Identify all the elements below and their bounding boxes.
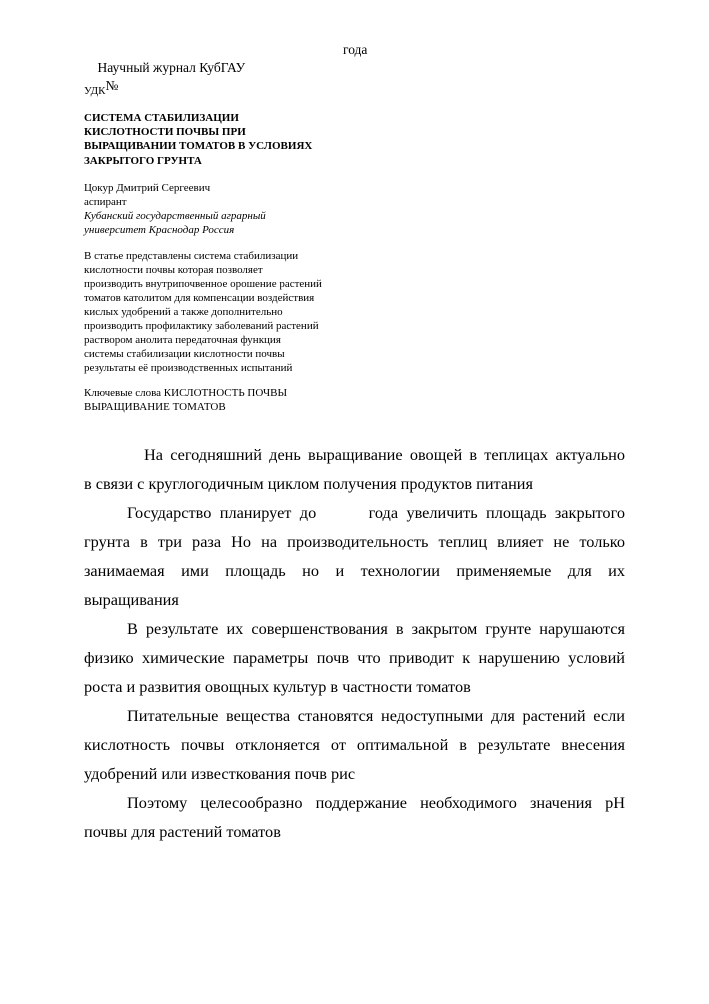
author-affiliation-line: Кубанский государственный аграрный — [84, 210, 266, 222]
body-line-part: года увеличить площадь закрытого — [368, 503, 625, 522]
udk-label: УДК — [84, 85, 106, 97]
author-block — [84, 181, 266, 237]
body-line: выращивания — [84, 590, 179, 609]
keywords-line: Ключевые слова КИСЛОТНОСТЬ ПОЧВЫ — [84, 387, 288, 399]
title-line: СИСТЕМА СТАБИЛИЗАЦИИ — [84, 112, 239, 124]
body-line-part: Государство планирует до — [127, 503, 317, 522]
abstract-line: В статье представлены система стабилизации — [84, 250, 299, 262]
body-paragraph — [84, 614, 625, 701]
body-line: физико химические параметры почв что приводит к нарушению условий — [84, 648, 625, 667]
abstract-line: результаты её производственных испытаний — [84, 362, 293, 374]
body-line: На сегодняшний день выращивание овощей в теплицах актуально — [144, 445, 625, 464]
author-name: Цокур Дмитрий Сергеевич — [84, 182, 211, 194]
abstract — [84, 249, 322, 375]
body-paragraph — [84, 498, 625, 614]
journal-name: Научный журнал КубГАУ — [97, 60, 246, 75]
body-paragraph — [84, 701, 625, 788]
abstract-line: производить профилактику заболеваний растений — [84, 320, 319, 332]
abstract-line: системы стабилизации кислотности почвы — [84, 348, 285, 360]
body-line: Поэтому целесообразно поддержание необходимого значения pH — [127, 793, 625, 812]
title-line: КИСЛОТНОСТИ ПОЧВЫ ПРИ — [84, 126, 246, 139]
body-line: почвы для растений томатов — [84, 822, 281, 841]
body-line: В результате их совершенствования в закрытом грунте нарушаются — [127, 619, 625, 638]
body-line: кислотность почвы отклоняется от оптимальной в результате внесения — [84, 735, 625, 754]
body-line: в связи с круглогодичным циклом получения продуктов питания — [84, 474, 533, 493]
body-line — [84, 498, 625, 527]
author-position: аспирант — [84, 196, 127, 208]
title-line: ЗАКРЫТОГО ГРУНТА — [84, 154, 202, 167]
title-line: ВЫРАЩИВАНИИ ТОМАТОВ В УСЛОВИЯХ — [84, 140, 313, 153]
body-paragraph — [84, 788, 625, 846]
body-line: Питательные вещества становятся недоступными для растений если — [127, 706, 625, 725]
abstract-line: производить внутрипочвенное орошение растений — [84, 278, 322, 290]
author-affiliation-line: университет Краснодар Россия — [84, 224, 235, 236]
abstract-line: кислотности почвы которая позволяет — [84, 264, 263, 276]
keywords — [84, 386, 287, 414]
body-line: грунта в три раза Но на производительность теплиц влияет не только — [84, 532, 625, 551]
body-paragraph — [84, 440, 625, 498]
abstract-line: раствором анолита передаточная функция — [84, 334, 281, 346]
keywords-line: ВЫРАЩИВАНИЕ ТОМАТОВ — [84, 401, 226, 413]
abstract-line: кислых удобрений а также дополнительно — [84, 306, 283, 318]
body-line: удобрений или известкования почв рис — [84, 764, 356, 783]
body-line: роста и развития овощных культур в частности томатов — [84, 677, 471, 696]
abstract-line: томатов католитом для компенсации воздействия — [84, 292, 315, 304]
article-body — [84, 440, 625, 846]
issue-number-sign: № — [105, 78, 119, 93]
body-line: занимаемая ими площадь но и технологии применяемые для их — [84, 561, 625, 580]
issue-year-word: года — [343, 42, 368, 57]
article-title — [84, 111, 384, 168]
